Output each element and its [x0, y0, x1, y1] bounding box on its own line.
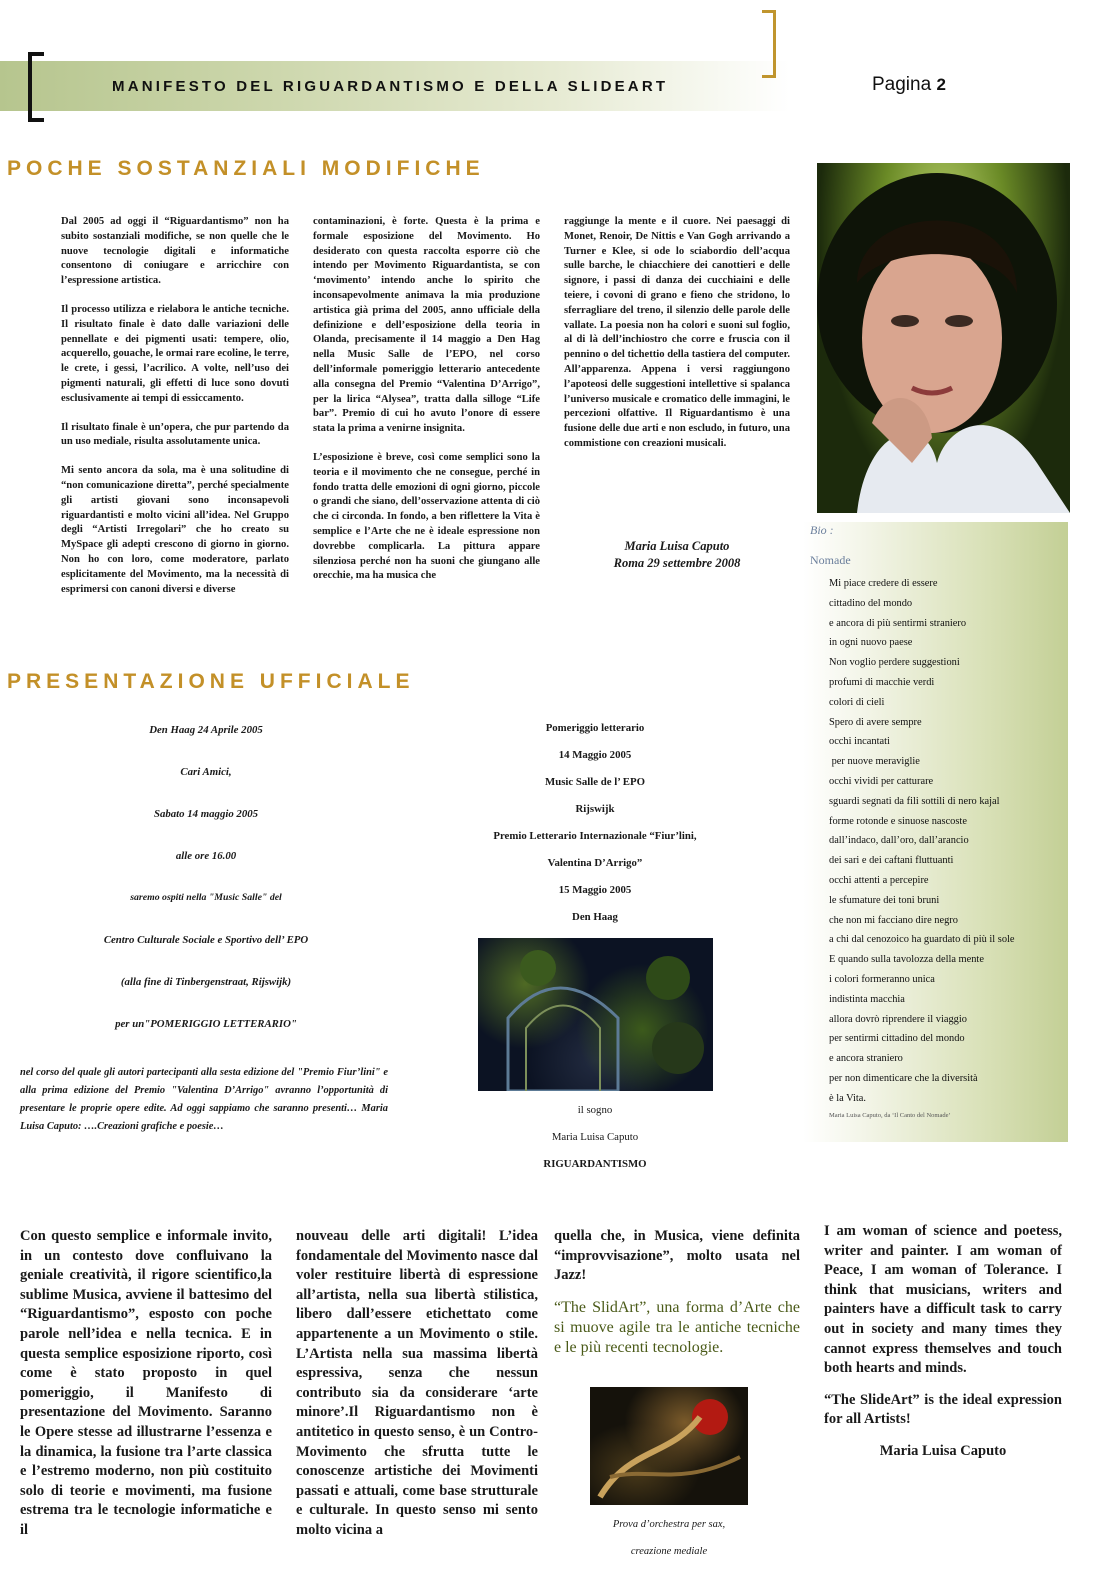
paragraph: Il risultato finale è un’opera, che pur partendo da un uso mediale, risulta assolutamente unica. [61, 421, 289, 448]
paragraph: L’esposizione è breve, così come semplici sono la teoria e il movimento che ne consegue, perché in fondo tratta delle emozioni di ogni giorno, piccole o grandi che siano, dell’osservazione attenta di ciò che ci circonda. In fondo, a ben riflettere la Vita è semplice e l’Arte che ne è ideale espressione non dovrebbe complicarla. La pittura appare silenziosa perché non ha suoni che giungano alle orecchie, ma ha musica che [313, 451, 540, 582]
paragraph: quella che, in Musica, viene definita “improvvisazione”, molto usata nel Jazz! [554, 1228, 800, 1284]
event-line: Valentina D’Arrigo” [547, 857, 643, 869]
poem-line: e ancora di più sentirmi straniero [829, 617, 967, 629]
page-header-title: MANIFESTO DEL RIGUARDANTISMO E DELLA SLIDEART [112, 78, 669, 95]
invitation-line: Den Haag 24 Aprile 2005 [149, 724, 263, 736]
poem-line: colori di cieli [829, 696, 885, 708]
poem-credit: Maria Luisa Caputo, da ‘Il Canto del Nomade’ [829, 1112, 951, 1119]
paragraph: Il processo utilizza e rielabora le antiche tecniche. Il risultato finale è dato dalle variazioni delle pennellate e dei pigmenti usati: tempere, olio, acquerello, gouache, le ormai rare ecoline, le terre, le crete, i gessi, l’acrilico. A volte, nell’uso dei pigmenti naturali, gli effetti di luce sono dovuti esclusivamente ai tempi di essiccamento. [61, 303, 289, 404]
paragraph: Dal 2005 ad oggi il “Riguardantismo” non ha subito sostanziali modifiche, se non quelle che le nuove tecnologie digitali e informatiche consentono di coniugare e arricchire con l’espressione artistica. [61, 216, 289, 287]
poem-line: e ancora straniero [829, 1053, 903, 1065]
invitation-line: saremo ospiti nella "Music Salle" del [130, 892, 282, 903]
bottom-column-3 [554, 1227, 800, 1370]
poem-line: i colori formeranno unica [829, 973, 935, 985]
event-line: 14 Maggio 2005 [558, 749, 632, 761]
orchestra-image [590, 1387, 748, 1505]
section1-column-3 [564, 215, 790, 466]
invitation-line: per un"POMERIGGIO LETTERARIO" [115, 1018, 297, 1030]
painting-illustration [478, 938, 713, 1091]
poem-line: occhi vividi per catturare [829, 775, 934, 787]
portrait-illustration [817, 163, 1070, 513]
event-line: Den Haag [572, 911, 618, 923]
poem-line: Mi piace credere di essere [829, 578, 938, 589]
invitation-note: nel corso del quale gli autori partecipanti alla sesta edizione del "Premio Fiur’lini" e alla prima edizione del Premio "Valentina D’Arrigo" avranno l’opportunità di presentare le proprie opere edite. Ad oggi sappiamo che saranno presenti… Maria Luisa Caputo: ….Creazioni grafiche e poesie… [20, 1067, 388, 1132]
bottom-column-1: Con questo semplice e informale invito, in un contesto dove confluivano la geniale creatività, il rigore scientifico,la sublime Musica, avviene il battesimo del “Riguardantismo”, esposto con poche parole nell’idea e nella tecnica. E in questa semplice esposizione riporto, così come è stato proposto in quel pomeriggio, il Manifesto di presentazione del Movimento. Saranno le Opere stesse ad illustrarne l’essenza e la dinamica, la fusione tra l’arte classica e l’estremo moderno, non più costituito solo di teorie e movimenti, ma fusione estrema tra le tecnologie informatiche e il [20, 1228, 272, 1538]
invitation-line: alle ore 16.00 [175, 850, 237, 862]
invitation-line: Sabato 14 maggio 2005 [153, 808, 259, 820]
left-bracket-decoration [28, 52, 44, 122]
poem-line: profumi di macchie verdi [829, 676, 935, 688]
signature-name: Maria Luisa Caputo [624, 539, 730, 553]
paragraph: contaminazioni, è forte. Questa è la prima e formale esposizione del Movimento. Ho desiderato con questa raccolta esporre ciò che intendo per Movimento Riguardantista, se con ‘movimento’ intendo anche lo spirito che inconsapevolmente animava la mia produzione artistica già prima del 2005, anno ufficiale della definizione e dell’esposizione della teoria in Olanda, precisamente il 14 maggio a Den Hag nella Music Salle de l’EPO, nel corso dell’informale pomeriggio letterario antecedente alla consegna del Premio “Valentina D’Arrigo”, per la lirica “Alysea”, tratta dalla silloge “Life bar”. Premio di cui ho avuto l’onore di essere stata la prima a venirne insignita. [313, 216, 540, 435]
page-word: Pagina [872, 74, 932, 95]
paragraph: raggiunge la mente e il cuore. Nei paesaggi di Monet, Renoir, De Nittis e Van Gogh arrivando a Turner e Klee, si ode lo sciabordio dell’acqua sulle barche, le chiacchiere dei canottieri e delle signore, i passi di danza dei cucchiaini e delle teiere, i covoni di grano e fieno che stridono, lo sferragliare del treno, il silenzio delle parole delle vallate. La poesia non ha colori e suoni sul foglio, al di là dell’inchiostro che corre e fruscia con il pennino o del tichettio della tastiera del computer. All’apparenza. Appena i versi raggiungono l’apoteosi delle suggestioni intellettive si spalanca l’universo musicale e cromatico delle immagini, le percezioni olfattive. Il Riguardantismo è una fusione delle due arti e non escludo, in futuro, una commistione con creazioni musicali. [564, 216, 790, 449]
poem-line: a chi dal cenozoico ha guardato di più il sole [829, 934, 1015, 946]
poem-title: Nomade [810, 553, 851, 567]
event-line: Rijswijk [575, 803, 615, 815]
right-bracket-decoration [762, 10, 776, 78]
poem-line: dall’indaco, dall’oro, dall’arancio [829, 835, 969, 847]
page-number-label [872, 74, 946, 96]
event-details [470, 722, 720, 938]
bottom-column-2: nouveau delle arti digitali! L’idea fondamentale del Movimento nasce dal voler restituire libertà di espressione all’artista, nella sua libertà stilistica, libero dall’essere etichettato come appartenente a un Movimento o stile. L’Artista nella sua massima libertà espressiva, senza che nessun contributo sia da considerare ‘arte minore’.Il Riguardantismo non è antitetico in questo senso, è un Contro-Movimento che sfrutta tutte le conoscenze artistiche dei Movimenti passati e attuali, come base strutturale e culturale. In questo senso mi sento molto vicina a [296, 1228, 538, 1538]
orchestra-illustration [590, 1387, 748, 1505]
poem-line: Spero di avere sempre [829, 716, 922, 728]
paragraph: Mi sento ancora da sola, ma è una solitudine di “non comunicazione diretta”, perché specialmente gli artisti giovani sono inconsapevoli riguardantisti e molto vicini all’idea. Nel Gruppo degli “Artisti Irregolari” che ho creato su MySpace gli adepti crescono di giorno in giorno. Non ho con loro, come moderatore, parlato esplicitamente del Movimento, ma la necessità di esprimersi con canoni diversi e diverse [61, 465, 289, 595]
paragraph: I am woman of science and poetess, writer and painter. I am woman of Peace, I am woman of Tolerance. I think that musicians, writers and painters have a difficult task to carry out in society and many times they cannot express themselves and touch both hearts and minds. [824, 1223, 1062, 1377]
poem-line: dei sari e dei caftani fluttuanti [829, 855, 954, 867]
poem-line: per non dimenticare che la diversità [829, 1072, 978, 1084]
poem-line: Non voglio perdere suggestioni [829, 657, 960, 669]
bio-label: Bio : [810, 523, 834, 537]
section1-column-2 [313, 215, 540, 598]
invitation-lines [20, 724, 392, 1060]
painting-caption [470, 1104, 720, 1185]
section1-column-1 [61, 215, 289, 611]
paragraph: “The SlideArt” is the ideal expression for all Artists! [824, 1391, 1062, 1428]
poem-line: forme rotonde e sinuose nascoste [829, 815, 967, 827]
section-title-presentazione: PRESENTAZIONE UFFICIALE [7, 670, 415, 693]
poem-line: in ogni nuovo paese [829, 637, 913, 649]
caption-line: Maria Luisa Caputo [551, 1131, 639, 1143]
slidart-quote: “The SlidArt”, una forma d’Arte che si muove agile tra le antiche tecniche e le più recenti tecnologie. [554, 1298, 800, 1356]
bottom-column-4 [824, 1222, 1062, 1474]
orchestra-caption-line-1: Prova d’orchestra per sax, [612, 1519, 726, 1530]
poem-line: allora dovrò riprendere il viaggio [829, 1013, 967, 1025]
poem-line: cittadino del mondo [829, 597, 913, 609]
event-line: Music Salle de l’ EPO [545, 776, 645, 788]
poem-line: che non mi facciano dire negro [829, 914, 958, 926]
poem-line: indistinta macchia [829, 993, 905, 1005]
author-portrait-photo [817, 163, 1070, 513]
caption-line: il sogno [577, 1104, 613, 1116]
orchestra-caption-line-2: creazione mediale [630, 1546, 708, 1557]
section-title-modifiche: POCHE SOSTANZIALI MODIFICHE [7, 157, 485, 180]
signature-place: Roma 29 settembre 2008 [613, 556, 741, 570]
section1-signature [564, 538, 790, 572]
caption-line: RIGUARDANTISMO [543, 1158, 647, 1170]
invitation-line: Centro Culturale Sociale e Sportivo dell’ EPO [103, 934, 309, 946]
il-sogno-painting [478, 938, 713, 1091]
page-number: 2 [936, 75, 946, 94]
event-line: Pomeriggio letterario [545, 722, 645, 734]
poem-line: E quando sulla tavolozza della mente [829, 954, 984, 966]
bottom-signature: Maria Luisa Caputo [879, 1442, 1007, 1459]
event-line: 15 Maggio 2005 [558, 884, 632, 896]
poem-line: è la Vita. [829, 1092, 866, 1104]
poem-nomade [829, 574, 1015, 1109]
poem-line: per nuove meraviglie [829, 756, 920, 768]
poem-line: le sfumature dei toni bruni [829, 894, 940, 906]
invitation-line: (alla fine di Tinbergenstraat, Rijswijk) [120, 976, 292, 988]
event-line: Premio Letterario Internazionale “Fiur’lini, [493, 830, 697, 842]
invitation-line: Cari Amici, [180, 766, 232, 778]
poem-line: occhi incantati [829, 736, 890, 748]
poem-line: per sentirmi cittadino del mondo [829, 1033, 965, 1045]
poem-line: sguardi segnati da fili sottili di nero kajal [829, 795, 1000, 807]
poem-line: occhi attenti a percepire [829, 874, 929, 886]
